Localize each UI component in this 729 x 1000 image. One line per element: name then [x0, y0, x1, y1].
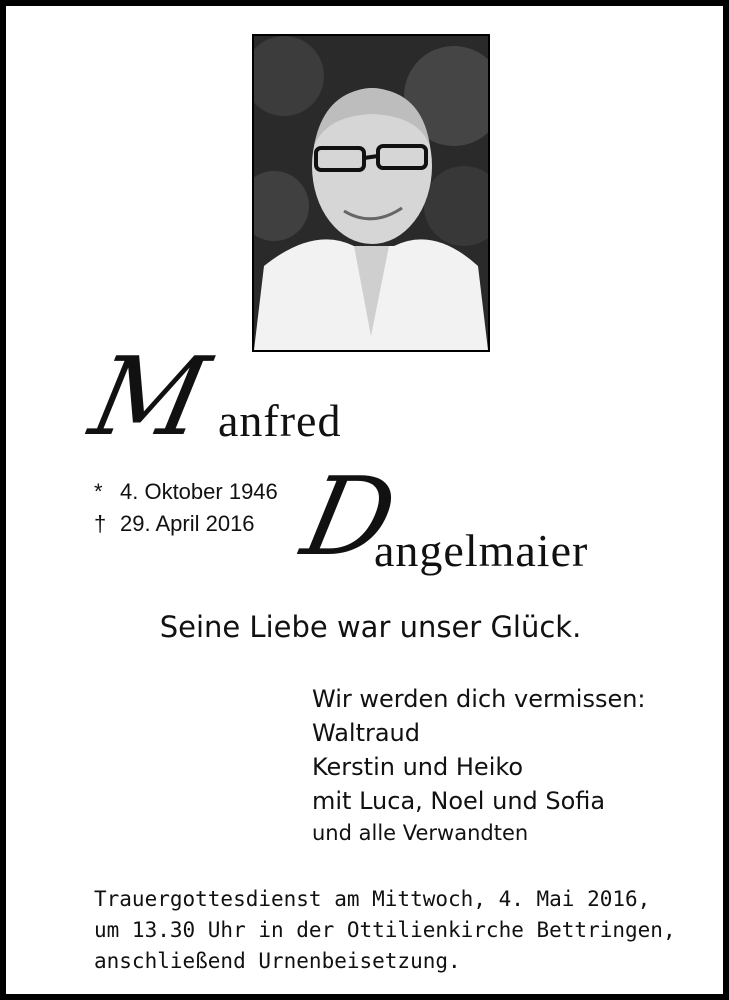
- life-dates: [94, 476, 278, 540]
- birth-line: [94, 476, 278, 508]
- service-line: anschließend Urnenbeisetzung.: [94, 949, 461, 973]
- death-date: 29. April 2016: [120, 511, 255, 536]
- family-block: [312, 682, 646, 848]
- birth-symbol: *: [94, 479, 103, 504]
- death-symbol: †: [94, 511, 107, 536]
- last-name-initial: D: [292, 455, 406, 580]
- first-name-rest: anfred: [218, 395, 342, 446]
- motto: Seine Liebe war unser Glück.: [159, 610, 582, 644]
- family-relatives: und alle Verwandten: [312, 821, 529, 845]
- family-line: mit Luca, Noel und Sofia: [312, 787, 606, 815]
- family-line: Kerstin und Heiko: [312, 753, 524, 781]
- birth-date: 4. Oktober 1946: [120, 479, 278, 504]
- service-notice: [94, 884, 676, 977]
- family-heading: Wir werden dich vermissen:: [312, 685, 646, 713]
- family-line: Waltraud: [312, 719, 420, 747]
- first-name-initial: M: [80, 335, 218, 460]
- portrait-photo: [252, 34, 490, 352]
- service-line: Trauergottesdienst am Mittwoch, 4. Mai 2016,: [94, 887, 651, 911]
- death-line: [94, 508, 278, 540]
- last-name-rest: angelmaier: [374, 525, 589, 576]
- service-line: um 13.30 Uhr in der Ottilienkirche Bettringen,: [94, 918, 676, 942]
